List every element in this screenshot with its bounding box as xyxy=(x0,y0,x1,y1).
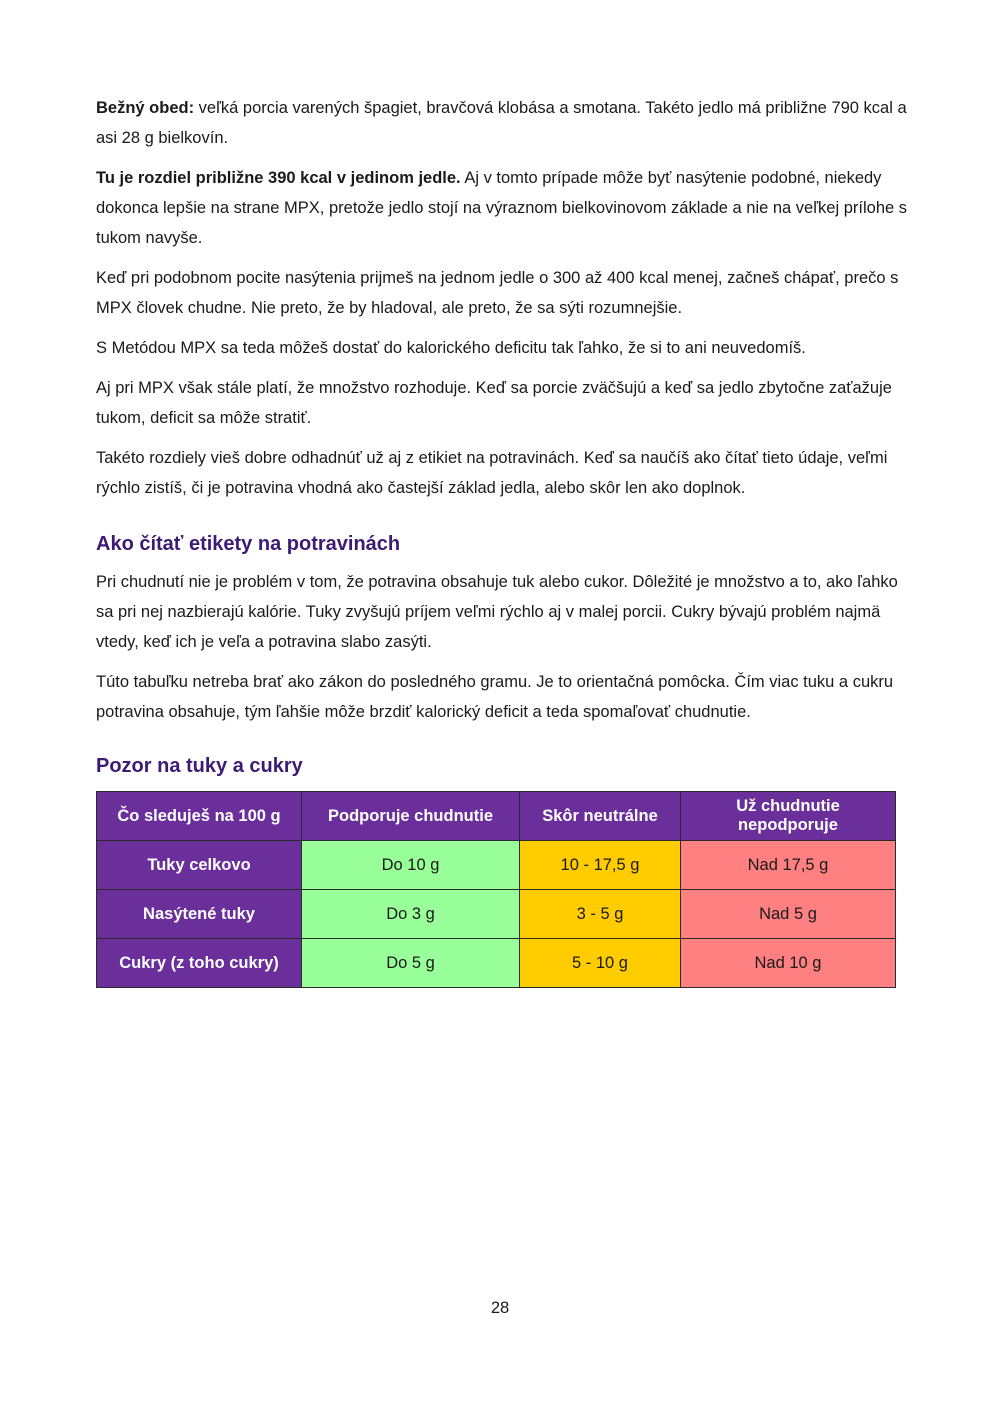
table-cell-good: Do 3 g xyxy=(302,890,520,939)
section-heading-etikety: Ako čítať etikety na potravinách xyxy=(96,533,401,555)
table-cell-neutral: 3 - 5 g xyxy=(520,890,681,939)
table-header-cell: Čo sleduješ na 100 g xyxy=(97,792,302,841)
paragraph-nasytenie: Keď pri podobnom pocite nasýtenia prijmeš na jednom jedle o 300 až 400 kcal menej, začneš chápať, prečo s MPX človek chudne. Nie preto, že by hladoval, ale preto, že sa sýti rozumnejšie. xyxy=(96,269,899,317)
table-row xyxy=(97,939,896,988)
table-header-row xyxy=(97,792,896,841)
table-cell-bad: Nad 17,5 g xyxy=(681,841,896,890)
paragraph-bold-lead: Bežný obed: xyxy=(96,99,195,117)
paragraph-etikety: Takéto rozdiely vieš dobre odhadnúť už aj z etikiet na potravinách. Keď sa naučíš ako čítať tieto údaje, veľmi rýchlo zistíš, či je potravina vhodná ako častejší základ jedla, alebo skôr len ako doplnok. xyxy=(96,449,888,497)
table-cell-good: Do 10 g xyxy=(302,841,520,890)
table-header-cell: Už chudnutie nepodporuje xyxy=(681,792,896,841)
table-header-cell: Skôr neutrálne xyxy=(520,792,681,841)
table-header-cell: Podporuje chudnutie xyxy=(302,792,520,841)
paragraph-bold-lead: Tu je rozdiel približne 390 kcal v jedinom jedle. xyxy=(96,169,461,187)
table-row xyxy=(97,890,896,939)
paragraph-text: Aj v tomto prípade môže byť nasýtenie podobné, niekedy dokonca lepšie na strane MPX, pretože jedlo stojí na výraznom bielkovinovom základe a nie na veľkej prílohe s tukom navyše. xyxy=(96,169,908,247)
page-number: 28 xyxy=(490,1299,510,1317)
fat-sugar-table xyxy=(96,791,896,988)
section-heading-pozor: Pozor na tuky a cukry xyxy=(96,755,303,777)
table-row-label: Nasýtené tuky xyxy=(97,890,302,939)
table-cell-neutral: 5 - 10 g xyxy=(520,939,681,988)
table-row xyxy=(97,841,896,890)
table-cell-bad: Nad 5 g xyxy=(681,890,896,939)
table-cell-bad: Nad 10 g xyxy=(681,939,896,988)
table-row-label: Tuky celkovo xyxy=(97,841,302,890)
paragraph-text: veľká porcia varených špagiet, bravčová klobása a smotana. Takéto jedlo má približne 790 kcal a asi 28 g bielkovín. xyxy=(96,99,907,147)
table-cell-good: Do 5 g xyxy=(302,939,520,988)
paragraph-mnozstvo: Aj pri MPX však stále platí, že množstvo rozhoduje. Keď sa porcie zväčšujú a keď sa jedlo zbytočne zaťažuje tukom, deficit sa môže stratiť. xyxy=(96,379,892,427)
page-content xyxy=(96,93,916,988)
paragraph-tuky-cukry: Pri chudnutí nie je problém v tom, že potravina obsahuje tuk alebo cukor. Dôležité je množstvo a to, ako ľahko sa pri nej nazbierajú kalórie. Tuky zvyšujú príjem veľmi rýchlo aj v malej porcii. Cukry bývajú problém najmä vtedy, keď ich je veľa a potravina slabo zasýti. xyxy=(96,573,898,651)
paragraph-metoda-mpx: S Metódou MPX sa teda môžeš dostať do kalorického deficitu tak ľahko, že si to ani neuvedomíš. xyxy=(96,339,806,357)
paragraph-rozdiel xyxy=(96,163,916,253)
table-cell-neutral: 10 - 17,5 g xyxy=(520,841,681,890)
paragraph-bezny-obed xyxy=(96,93,916,153)
table-row-label: Cukry (z toho cukry) xyxy=(97,939,302,988)
paragraph-tabulka-pomocka: Túto tabuľku netreba brať ako zákon do posledného gramu. Je to orientačná pomôcka. Čím viac tuku a cukru potravina obsahuje, tým ľahšie môže brzdiť kalorický deficit a teda spomaľovať chudnutie. xyxy=(96,673,894,721)
